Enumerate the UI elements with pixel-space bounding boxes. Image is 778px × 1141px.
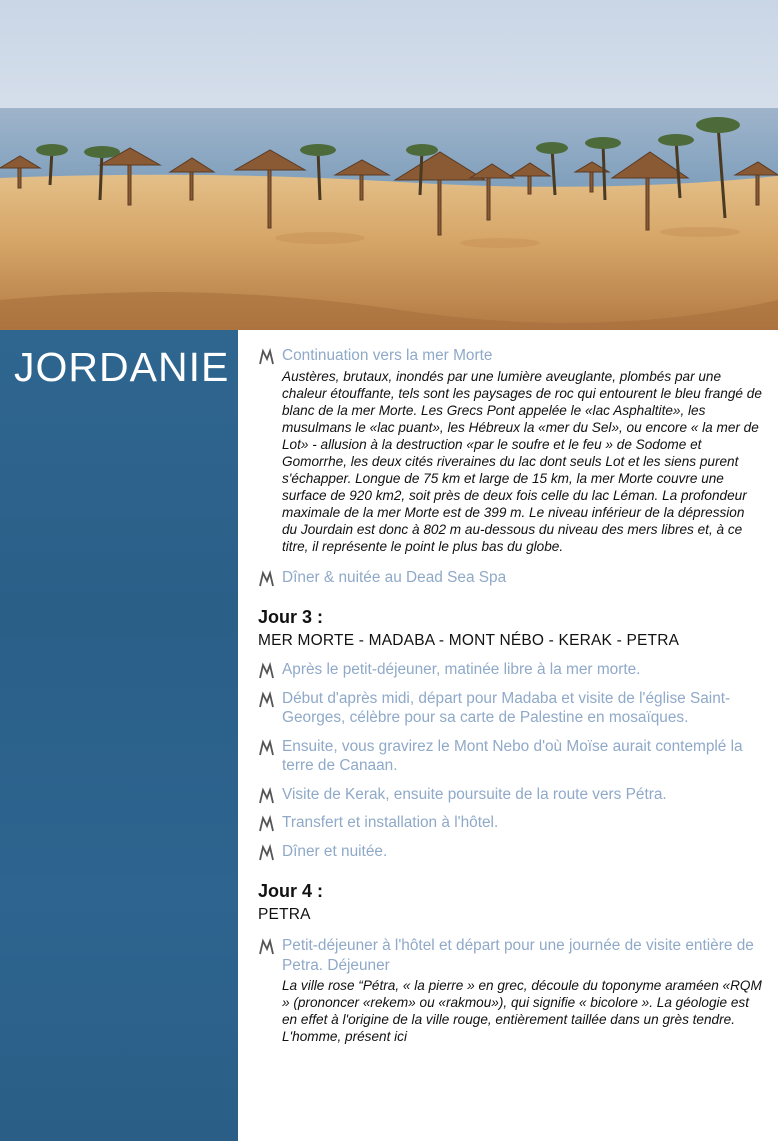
list-item [258,785,764,805]
m-logo-icon [258,662,276,680]
item-title: Dîner & nuitée au Dead Sea Spa [282,568,507,586]
day-heading: Jour 3 : [258,607,324,628]
item-description: La ville rose “Pétra, « la pierre » en grec, découle du toponyme araméen «RQM » (prononcer «rekem» ou «rakmou»), qui signifie « bicolore ». La géologie est en effet à l'origine de la ville rouge, entièrement taillée dans un grès tendre. L'homme, présent ici [282,978,762,1045]
item-title: Visite de Kerak, ensuite poursuite de la route vers Pétra. [282,785,667,803]
m-logo-icon [258,787,276,805]
day-route: PETRA [258,906,311,924]
m-logo-icon [258,739,276,757]
day-heading: Jour 4 : [258,881,324,902]
sidebar-panel [0,330,238,1141]
m-logo-icon [258,691,276,709]
list-item [258,346,764,556]
list-item [258,936,764,1045]
list-item [258,660,764,680]
list-item [258,813,764,833]
item-title: Dîner et nuitée. [282,842,388,860]
item-title: Continuation vers la mer Morte [282,347,493,364]
list-item [258,842,764,862]
item-title: Transfert et installation à l'hôtel. [282,814,499,832]
item-title: Après le petit-déjeuner, matinée libre à la mer morte. [282,661,641,679]
m-logo-icon [258,844,276,862]
item-title: Ensuite, vous gravirez le Mont Nebo d'où Moïse aurait contemplé la terre de Canaan. [282,737,743,775]
list-item [258,568,764,588]
m-logo-icon [258,348,276,366]
day-route: MER MORTE - MADABA - MONT NÉBO - KERAK - PETRA [258,632,680,650]
list-item [258,689,764,728]
country-title: JORDANIE [14,344,230,390]
m-logo-icon [258,570,276,588]
m-logo-icon [258,815,276,833]
item-title: Début d'après midi, départ pour Madaba et visite de l'église Saint-Georges, célèbre pour sa carte de Palestine en mosaïques. [282,689,731,727]
item-description: Austères, brutaux, inondés par une lumière aveuglante, plombés par une chaleur étouffante, tels sont les paysages de roc qui entourent le bleu frangé de blanc de la mer Morte. Les Grecs Pont appelée le «lac Asphaltite», les musulmans le «lac puant», les Hébreux la «mer du Sel», ou encore « la mer de Lot» - allusion à la destruction «par le soufre et le feu » de Sodome et Gomorrhe, les deux cités riveraines du lac dont seuls Lot et les siens purent s'échapper. Longue de 75 km et large de 15 km, la mer Morte couvre une surface de 920 km2, soit près de deux fois celle du lac Léman. La profondeur maximale de la mer Morte est de 399 m. Le niveau inférieur de la dépression du Jourdain est donc à 802 m au-dessous du niveau des mers libres et, à ce titre, il représente le point le plus bas du globe. [282,368,762,555]
m-logo-icon [258,938,276,956]
list-item [258,737,764,776]
itinerary-content [258,346,764,1045]
hero-photo [0,0,778,330]
item-title: Petit-déjeuner à l'hôtel et départ pour une journée de visite entière de Petra. Déjeuner [282,937,754,974]
